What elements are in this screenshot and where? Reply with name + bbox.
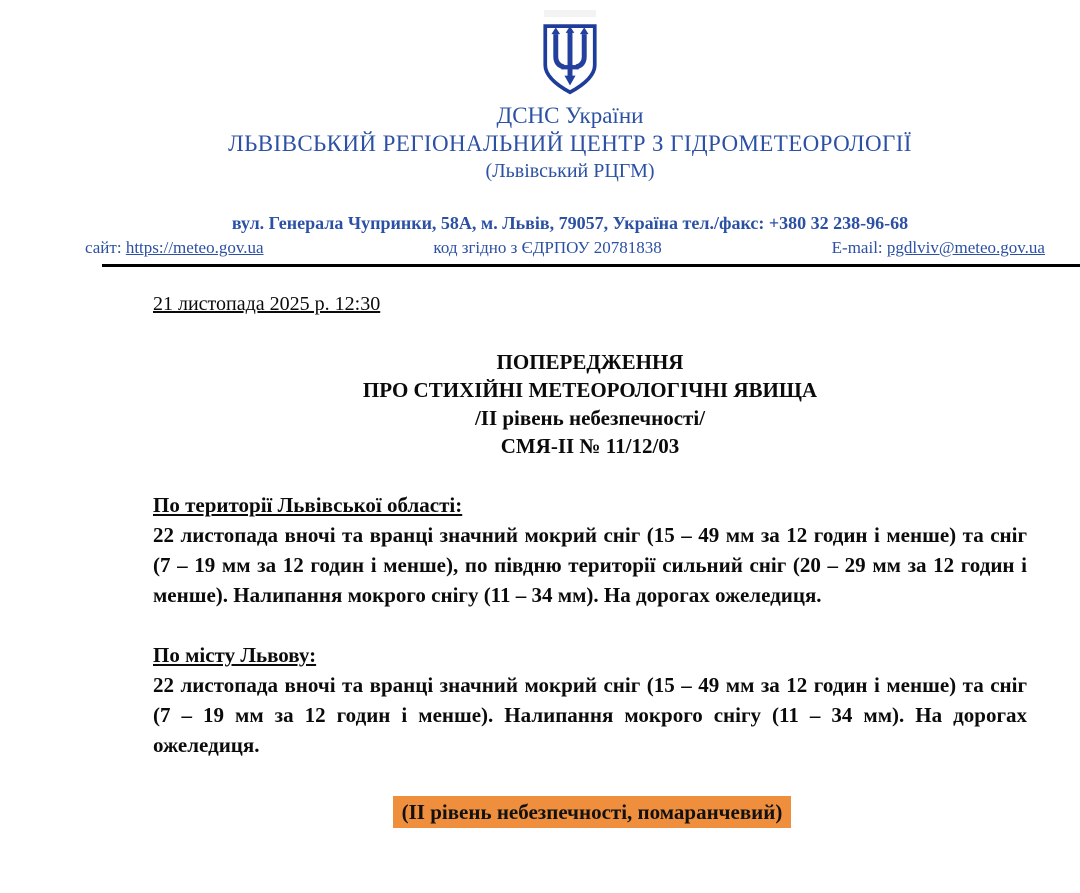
header-divider [102,264,1080,267]
site-link[interactable]: https://meteo.gov.ua [125,238,264,257]
section-heading: По місту Львову: [153,643,317,667]
title-line-2: ПРО СТИХІЙНІ МЕТЕОРОЛОГІЧНІ ЯВИЩА [362,378,818,402]
section-lviv-city [153,640,1027,760]
alert-level-badge: (ІІ рівень небезпечності, помаранчевий) [393,796,792,828]
section-body: 22 листопада вночі та вранці значний мокрий сніг (15 – 49 мм за 12 годин і менше) та сніг (7 – 19 мм за 12 годин і менше). Налипання мокрого снігу (11 – 34 мм). На дорогах ожеледиця. [153,673,1027,757]
document-title [153,348,1027,460]
contact-row [0,234,1080,258]
date-line: 21 листопада 2025 р. 12:30 [153,293,381,315]
site-label: сайт: [85,238,126,257]
org-name-full: ЛЬВІВСЬКИЙ РЕГІОНАЛЬНИЙ ЦЕНТР З ГІДРОМЕТЕОРОЛОГІЇ [228,131,912,156]
tryzub-emblem-icon [60,23,1080,96]
org-address: вул. Генерала Чупринки, 58А, м. Львів, 79057, Україна тел./факс: +380 32 238-96-68 [231,213,909,233]
edrpou-code: код згідно з ЄДРПОУ 20781838 [433,238,662,257]
document-body [153,293,1027,828]
title-line-3: /ІІ рівень небезпечності/ [474,406,706,430]
title-line-1: ПОПЕРЕДЖЕННЯ [496,350,684,374]
site-entry [85,238,264,258]
email-entry [832,238,1045,258]
title-line-4: СМЯ-ІІ № 11/12/03 [500,434,680,458]
alert-row [153,796,1027,828]
email-label: E-mail: [831,238,887,257]
email-link[interactable]: pgdlviv@meteo.gov.ua [886,238,1045,257]
letterhead [60,10,1080,267]
org-name-abbr: (Львівський РЦГМ) [485,160,655,182]
scan-artifact [544,10,596,17]
org-name-short: ДСНС України [496,103,644,128]
section-oblast [153,490,1027,610]
section-heading: По території Львівської області: [153,493,463,517]
section-body: 22 листопада вночі та вранці значний мокрий сніг (15 – 49 мм за 12 годин і менше) та сніг (7 – 19 мм за 12 годин і менше), по півдню території сильний сніг (20 – 29 мм за 12 годин і менше). Налипання мокрого снігу (11 – 34 мм). На дорогах ожеледиця. [153,523,1027,607]
